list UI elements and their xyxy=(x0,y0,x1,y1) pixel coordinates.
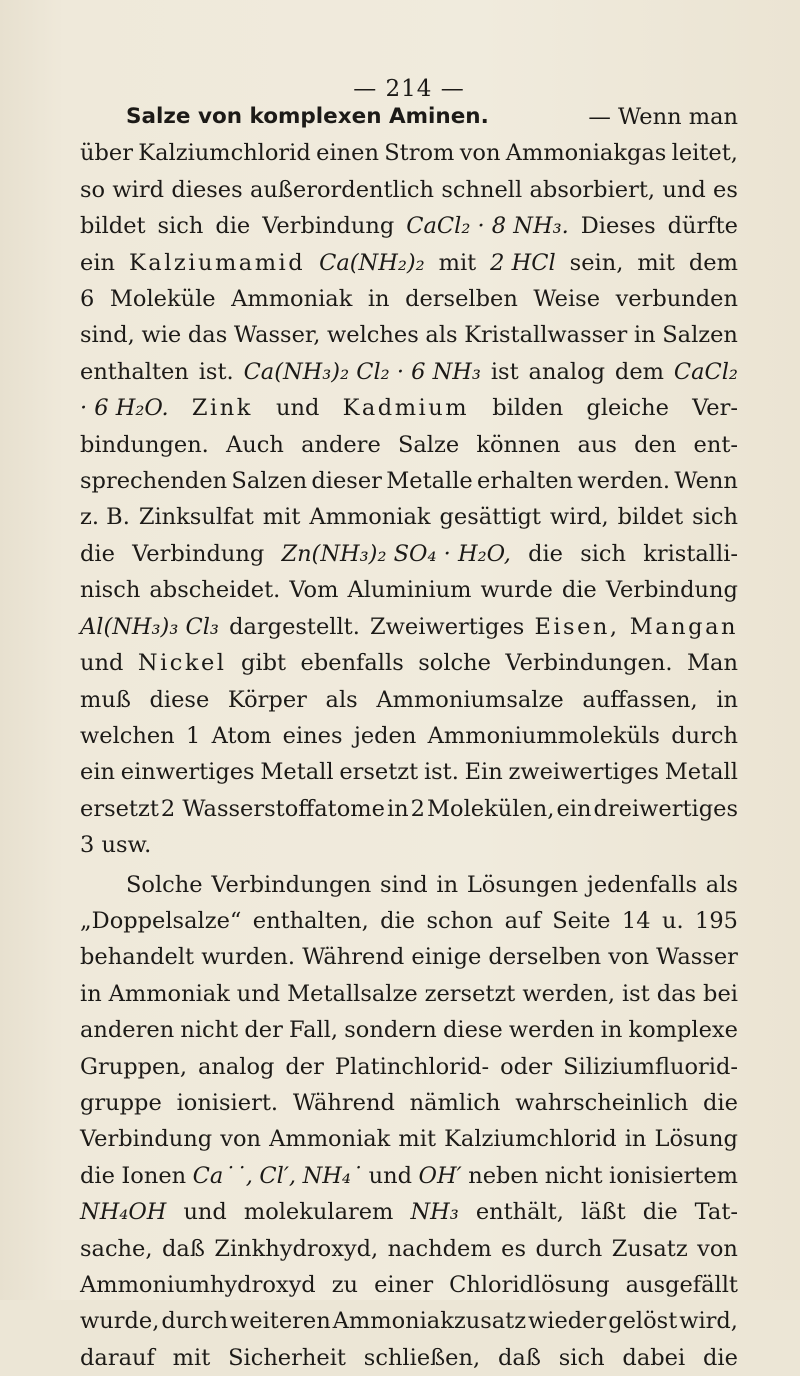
text-line xyxy=(80,99,738,135)
word: — Wenn man xyxy=(588,104,738,130)
word: diese xyxy=(149,686,210,713)
text-line xyxy=(80,1049,738,1085)
word: schon xyxy=(426,907,494,934)
word: Ein xyxy=(464,759,503,786)
word: Verbindung xyxy=(132,540,265,567)
word: jedenfalls xyxy=(586,871,698,898)
word: sein, xyxy=(569,249,624,276)
word: gruppe xyxy=(80,1089,162,1116)
word: z. B. xyxy=(80,504,130,531)
word: mit xyxy=(637,249,675,276)
chemical-formula: · 6 H₂O. xyxy=(80,395,169,422)
word: molekularem xyxy=(243,1199,394,1226)
word: das xyxy=(656,980,697,1007)
word: Verbindungen. xyxy=(505,650,673,677)
word: Verbindungen xyxy=(211,871,372,898)
word: einer xyxy=(374,1272,434,1298)
word: ist. xyxy=(198,358,234,385)
word: Verbindung xyxy=(262,213,395,240)
word: mit xyxy=(438,249,477,276)
word: und xyxy=(80,650,124,677)
word: u. xyxy=(661,907,684,934)
word: ionisiertem xyxy=(609,1162,738,1189)
word: Wasser, xyxy=(233,322,321,349)
word: ionisiert. xyxy=(176,1089,279,1116)
chemical-formula: NH₃ xyxy=(410,1199,459,1226)
word: ein xyxy=(556,795,592,822)
word: in xyxy=(716,686,738,713)
word: ist xyxy=(490,358,519,385)
word: zweiwertiges xyxy=(508,759,659,786)
word: Molekülen, xyxy=(427,795,555,822)
text-line xyxy=(80,718,738,754)
word: 2 Wasserstoffatome xyxy=(160,795,385,822)
word: Seite xyxy=(552,907,611,934)
word: abscheidet. xyxy=(149,577,281,604)
word: Siliziumfluorid- xyxy=(563,1053,738,1080)
text-line xyxy=(80,245,738,281)
word: ist xyxy=(621,980,650,1007)
word: welchen xyxy=(80,722,175,749)
word: nachdem xyxy=(387,1235,492,1262)
word: in xyxy=(436,871,459,898)
word: der xyxy=(285,1053,324,1080)
text-line xyxy=(80,867,738,903)
word: als xyxy=(325,686,358,713)
word: einen xyxy=(316,140,379,167)
word: von xyxy=(459,140,501,167)
word: ersetzt xyxy=(339,759,419,786)
word: Aluminium xyxy=(347,577,472,604)
word: komplexe xyxy=(628,1017,738,1044)
word: solche xyxy=(418,650,491,677)
text-line xyxy=(80,390,738,426)
text-line xyxy=(80,1303,738,1339)
word: dürfte xyxy=(667,213,738,240)
text-line xyxy=(80,135,738,171)
word: schließen, xyxy=(363,1344,481,1371)
word: von xyxy=(608,944,650,971)
text-line xyxy=(80,1340,738,1376)
word: sich xyxy=(558,1344,605,1371)
word: einwertiges xyxy=(120,759,255,786)
word: einige xyxy=(411,944,482,971)
word: „Doppelsalze“ xyxy=(80,907,242,934)
word: 195 xyxy=(695,907,738,934)
word: die xyxy=(703,1089,738,1116)
word: Platinchlorid- xyxy=(334,1053,490,1080)
body-text xyxy=(80,99,738,1376)
word: schnell xyxy=(441,176,523,203)
text-line xyxy=(80,827,738,863)
word: wahrscheinlich xyxy=(515,1089,689,1116)
word: gelöst xyxy=(608,1308,678,1335)
spaced-word: Mangan xyxy=(629,613,738,640)
word: wurden. xyxy=(201,944,296,971)
word: wie xyxy=(141,322,182,349)
word: 3 xyxy=(80,832,95,859)
word: in xyxy=(80,980,102,1007)
word: Ver- xyxy=(692,395,738,422)
chemical-formula: Ca(NH₂)₂ xyxy=(319,249,425,276)
word: Ammoniak xyxy=(309,504,431,531)
word: so xyxy=(80,176,106,203)
chemical-formula: Ca(NH₃)₂ Cl₂ · 6 NH₃ xyxy=(243,358,481,385)
word: wird, xyxy=(549,504,609,531)
word: kristalli- xyxy=(643,540,738,567)
chemical-formula: Al(NH₃)₃ Cl₃ xyxy=(80,613,219,640)
word: Während xyxy=(292,1089,395,1116)
ion-formula: Ca˙˙, xyxy=(192,1162,253,1189)
word: neben xyxy=(468,1162,539,1189)
word: Ammoniumhydroxyd xyxy=(80,1272,316,1298)
word: werden xyxy=(508,1017,595,1044)
word: Verbindung xyxy=(605,577,738,604)
word: oder xyxy=(500,1053,553,1080)
word: bildet xyxy=(617,504,684,531)
word: Metall xyxy=(664,759,738,786)
word: andere xyxy=(301,431,381,458)
word: anderen xyxy=(80,1017,175,1044)
word: Ammoniakgas xyxy=(505,140,667,167)
text-line xyxy=(80,499,738,535)
word: Ammoniumsalze xyxy=(376,686,564,713)
word: als xyxy=(425,322,458,349)
word: leitet, xyxy=(671,140,738,167)
word: dabei xyxy=(622,1344,686,1371)
word: Gruppen, xyxy=(80,1053,187,1080)
word: von xyxy=(220,1126,261,1153)
word: in xyxy=(600,1017,623,1044)
word: die xyxy=(561,577,597,604)
text-line xyxy=(80,903,738,939)
word: Sicherheit xyxy=(228,1344,346,1371)
word: sind xyxy=(380,871,428,898)
word: Atom xyxy=(211,722,272,749)
word: erhalten xyxy=(477,468,574,495)
running-head: — 214 — xyxy=(353,76,465,102)
text-line xyxy=(80,536,738,572)
word: durch xyxy=(671,722,738,749)
word: Man xyxy=(687,650,738,677)
word: welches xyxy=(327,322,419,349)
word: sprechenden xyxy=(80,468,228,495)
word: gleiche xyxy=(586,395,669,422)
word: in xyxy=(633,322,656,349)
word: und xyxy=(236,980,281,1007)
chemical-formula: Zn(NH₃)₂ SO₄ · H₂O, xyxy=(281,540,511,567)
word: dem xyxy=(688,249,738,276)
word: diese xyxy=(442,1017,503,1044)
word: ein xyxy=(80,759,116,786)
word: ersetzt xyxy=(80,795,159,822)
word: bilden xyxy=(492,395,564,422)
text-line xyxy=(80,317,738,353)
word: Ammoniummoleküls xyxy=(427,722,660,749)
text-line xyxy=(80,1085,738,1121)
ion-formula: OH′ xyxy=(418,1162,462,1189)
word: Zusatz xyxy=(611,1235,688,1262)
word: es xyxy=(501,1235,527,1262)
word: Moleküle xyxy=(109,286,216,313)
word: die xyxy=(80,540,115,567)
word: 1 xyxy=(185,722,201,749)
text-line xyxy=(80,572,738,608)
word: zu xyxy=(331,1272,359,1298)
word: Metallsalze xyxy=(287,980,418,1007)
word: und xyxy=(662,176,706,203)
word: Ionen xyxy=(121,1162,187,1189)
word: läßt xyxy=(581,1199,626,1226)
word: Vom xyxy=(289,577,339,604)
word: Salzen xyxy=(662,322,738,349)
text-line xyxy=(80,1267,738,1303)
word: Kristallwasser xyxy=(464,322,628,349)
word: gesättigt xyxy=(439,504,541,531)
word: usw. xyxy=(101,832,152,859)
word: der xyxy=(244,1017,283,1044)
text-line xyxy=(80,1194,738,1230)
word: wurde xyxy=(480,577,553,604)
word: Ammoniak xyxy=(231,286,353,313)
word: muß xyxy=(80,686,131,713)
word: nicht xyxy=(180,1017,239,1044)
text-line xyxy=(80,427,738,463)
word: wird xyxy=(112,176,165,203)
word: in xyxy=(624,1126,647,1153)
word: dieses xyxy=(171,176,243,203)
word: den xyxy=(634,431,677,458)
word: Zweiwertiges xyxy=(370,613,525,640)
word: Solche xyxy=(126,871,203,898)
word: derselben xyxy=(488,944,602,971)
word: auf xyxy=(504,907,541,934)
word: sind, xyxy=(80,322,135,349)
word: es xyxy=(713,176,738,203)
word: Zinksulfat xyxy=(138,504,254,531)
word: werden. xyxy=(577,468,671,495)
word: Wenn xyxy=(674,468,738,495)
text-line xyxy=(80,609,738,645)
word: die xyxy=(215,213,251,240)
word: 6 xyxy=(80,286,95,313)
word: jeden xyxy=(353,722,417,749)
text-line xyxy=(80,1121,738,1157)
word: Wasser xyxy=(656,944,738,971)
word: das xyxy=(187,322,228,349)
word: werden, xyxy=(522,980,616,1007)
chemical-formula: CaCl₂ · 8 NH₃. xyxy=(406,213,569,240)
word: analog xyxy=(197,1053,275,1080)
text-line xyxy=(80,463,738,499)
text-line xyxy=(80,1012,738,1048)
chemical-formula: 2 HCl xyxy=(490,249,556,276)
word: sondern xyxy=(344,1017,437,1044)
word: Tat- xyxy=(694,1199,738,1226)
word: Salze xyxy=(397,431,460,458)
word: sache, xyxy=(80,1235,153,1262)
word: Körper xyxy=(227,686,307,713)
word: sich xyxy=(692,504,738,531)
word: ent- xyxy=(693,431,738,458)
word: von xyxy=(697,1235,738,1262)
word: bei xyxy=(703,980,738,1007)
text-line xyxy=(80,976,738,1012)
word: 2 xyxy=(410,795,425,822)
word: Metalle xyxy=(386,468,473,495)
ion-formula: Cl′, xyxy=(259,1162,297,1189)
chemical-formula: CaCl₂ xyxy=(673,358,738,385)
word: die xyxy=(528,540,563,567)
word: daß xyxy=(498,1344,541,1371)
word: gibt xyxy=(241,650,287,677)
text-line xyxy=(80,682,738,718)
word: ein xyxy=(80,249,116,276)
word: nämlich xyxy=(409,1089,501,1116)
word: Auch xyxy=(226,431,284,458)
word: Fall, xyxy=(289,1017,339,1044)
word: enthalten xyxy=(80,358,189,385)
word: Weise xyxy=(533,286,601,313)
word: absorbiert, xyxy=(529,176,656,203)
word: dreiwertiges xyxy=(593,795,738,822)
word: Dieses xyxy=(580,213,656,240)
spaced-word: Nickel xyxy=(137,650,227,677)
word: Strom xyxy=(384,140,455,167)
word: Salzen xyxy=(231,468,308,495)
text-line xyxy=(80,354,738,390)
word: darauf xyxy=(80,1344,155,1371)
word: derselben xyxy=(405,286,518,313)
word: analog xyxy=(528,358,606,385)
word: ist. xyxy=(423,759,459,786)
word: sich xyxy=(580,540,627,567)
word: mit xyxy=(172,1344,211,1371)
word: außerordentlich xyxy=(249,176,435,203)
word: wieder xyxy=(528,1308,607,1335)
word: Metall xyxy=(260,759,334,786)
word: nisch xyxy=(80,577,141,604)
word: bindungen. xyxy=(80,431,209,458)
word: ausgefällt xyxy=(625,1272,738,1298)
text-line xyxy=(80,645,738,681)
text-line xyxy=(80,281,738,317)
text-line xyxy=(80,754,738,790)
word: dem xyxy=(614,358,664,385)
word: Während xyxy=(302,944,405,971)
word: Ammoniak xyxy=(269,1126,391,1153)
word: zersetzt xyxy=(424,980,516,1007)
spaced-word: Kadmium xyxy=(342,395,470,422)
paragraph-1 xyxy=(80,99,738,864)
text-line xyxy=(80,1158,738,1194)
word: und xyxy=(368,1162,413,1189)
word: 14 xyxy=(621,907,651,934)
word: Ammoniak xyxy=(108,980,230,1007)
word: Zinkhydroxyd, xyxy=(214,1235,379,1262)
word: Lösung xyxy=(654,1126,738,1153)
text-line xyxy=(80,208,738,244)
word: und xyxy=(183,1199,227,1226)
word: nicht xyxy=(544,1162,603,1189)
word: in xyxy=(386,795,409,822)
word: sich xyxy=(157,213,204,240)
word: dargestellt. xyxy=(229,613,360,640)
spaced-word: Zink xyxy=(191,395,253,422)
word: die xyxy=(80,1162,115,1189)
word: bildet xyxy=(80,213,146,240)
text-line xyxy=(80,939,738,975)
word: wird, xyxy=(679,1308,738,1335)
text-line xyxy=(80,791,738,827)
chemical-formula: NH₄OH xyxy=(80,1199,167,1226)
word: durch xyxy=(161,1308,229,1335)
word: können xyxy=(476,431,561,458)
word: weiteren xyxy=(230,1308,331,1335)
text-line xyxy=(80,172,738,208)
word: Kalziumchlorid xyxy=(138,140,311,167)
word: mit xyxy=(262,504,301,531)
word: Lösungen xyxy=(466,871,579,898)
text-line xyxy=(80,1231,738,1267)
word: mit xyxy=(398,1126,436,1153)
word: eines xyxy=(282,722,343,749)
word: die xyxy=(703,1344,738,1371)
ion-formula: NH₄˙ xyxy=(302,1162,363,1189)
word: Chloridlösung xyxy=(449,1272,610,1298)
word: Verbindung xyxy=(80,1126,213,1153)
word: als xyxy=(705,871,738,898)
word: die xyxy=(642,1199,678,1226)
word: enthalten, xyxy=(252,907,369,934)
word: die xyxy=(380,907,416,934)
spaced-word: Eisen, xyxy=(534,613,620,640)
section-title: Salze von komplexen Aminen. xyxy=(126,104,489,129)
spaced-word: Kalziumamid xyxy=(128,249,306,276)
word: durch xyxy=(535,1235,603,1262)
word: in xyxy=(367,286,390,313)
word: verbunden xyxy=(615,286,738,313)
word: ebenfalls xyxy=(300,650,404,677)
word: wurde, xyxy=(80,1308,160,1335)
word: Ammoniakzusatz xyxy=(332,1308,527,1335)
word: auffassen, xyxy=(582,686,698,713)
word: enthält, xyxy=(475,1199,564,1226)
word: behandelt xyxy=(80,944,195,971)
word: aus xyxy=(577,431,617,458)
word: über xyxy=(80,140,133,167)
word: und xyxy=(276,395,320,422)
word: dieser xyxy=(311,468,382,495)
word: Kalziumchlorid xyxy=(444,1126,617,1153)
word: daß xyxy=(162,1235,205,1262)
